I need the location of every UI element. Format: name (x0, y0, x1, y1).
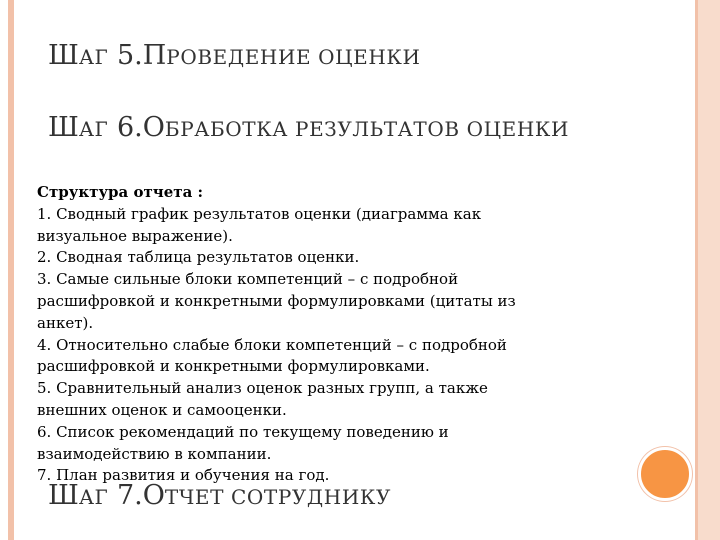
report-line: взаимодействию в компании. (37, 444, 272, 463)
report-title: Структура отчета : (37, 183, 204, 201)
step5-lead-rest: АГ (78, 45, 109, 69)
step7-lead-rest: АГ (78, 485, 109, 509)
step7-lead: Ш (48, 480, 79, 511)
report-line: анкет). (37, 313, 94, 332)
report-line: 5. Сравнительный анализ оценок разных групп, а также (37, 379, 488, 398)
report-line: 3. Самые сильные блоки компетенций – с подробной (37, 270, 459, 289)
step7-rest: ТЧЕТ СОТРУДНИКУ (164, 485, 392, 509)
report-line: 2. Сводная таблица результатов оценки. (37, 248, 360, 267)
step5-heading (48, 40, 421, 71)
right-decorative-border (698, 0, 720, 540)
report-structure (37, 182, 637, 487)
step6-heading (48, 112, 569, 143)
report-line: 7. План развития и обучения на год. (37, 466, 330, 485)
orange-circle-decoration (638, 447, 692, 501)
step5-lead: Ш (48, 40, 79, 71)
report-line: 6. Список рекомендаций по текущему поведению и (37, 422, 449, 441)
step7-heading (48, 480, 391, 511)
report-line: внешних оценок и самооценки. (37, 400, 287, 419)
step5-rest: РОВЕДЕНИЕ ОЦЕНКИ (166, 45, 421, 69)
step6-rest: БРАБОТКА РЕЗУЛЬТАТОВ ОЦЕНКИ (164, 117, 570, 141)
step6-num: 6.О (108, 112, 165, 143)
report-line: расшифровкой и конкретными формулировками (цитаты из (37, 291, 516, 310)
report-line: 4. Относительно слабые блоки компетенций – с подробной (37, 335, 507, 354)
left-decorative-border (8, 0, 14, 540)
step6-lead: Ш (48, 112, 79, 143)
report-line: расшифровкой и конкретными формулировками. (37, 357, 430, 376)
step5-num: 5.П (108, 40, 167, 71)
step7-num: 7.О (108, 480, 165, 511)
report-line: 1. Сводный график результатов оценки (диаграмма как (37, 204, 482, 223)
step6-lead-rest: АГ (78, 117, 109, 141)
report-line: визуальное выражение). (37, 226, 233, 245)
